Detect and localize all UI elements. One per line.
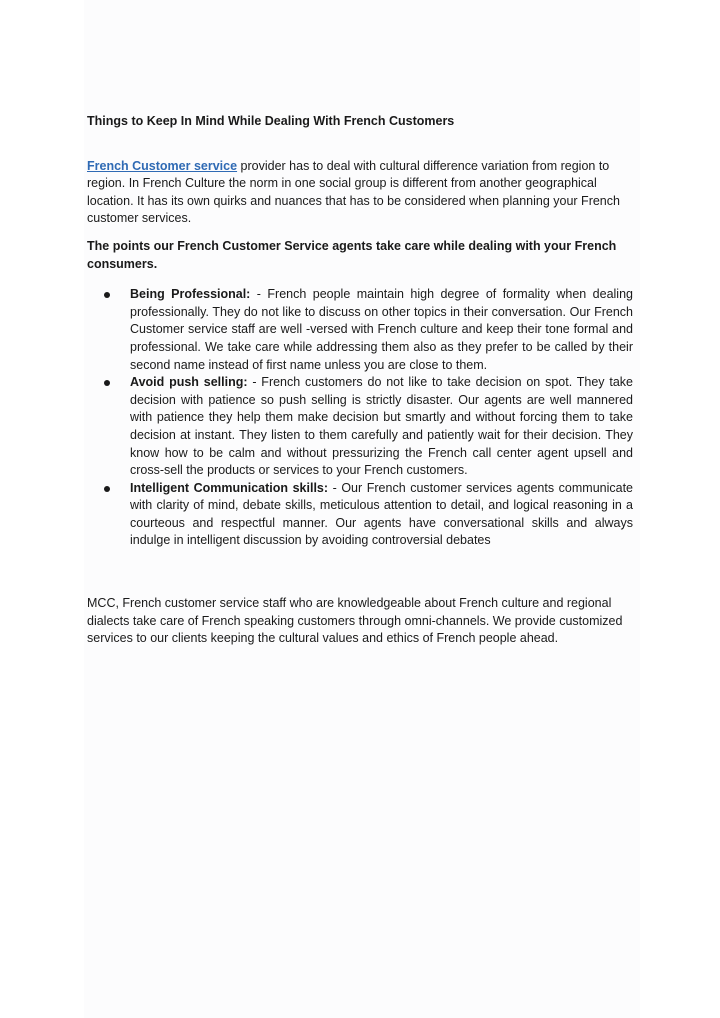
french-customer-service-link[interactable]: French Customer service: [87, 158, 238, 173]
list-item: [87, 480, 633, 550]
point-term: Avoid push selling:: [130, 375, 248, 390]
closing-paragraph: MCC, French customer service staff who are knowledgeable about French culture and regional dialects take care of French speaking customers through omni-channels. We provide customized services to our clients keeping the cultural values and ethics of French people ahead.: [87, 596, 623, 646]
list-item: [87, 286, 633, 374]
point-term: Intelligent Communication skills:: [130, 480, 329, 495]
point-term: Being Professional:: [130, 287, 251, 302]
bullet-icon: [104, 292, 110, 298]
bullet-icon: [104, 380, 110, 386]
intro-text: provider has to deal with cultural difference variation from region to region. In French Culture the norm in one social group is different from another geographical location. It has its own quirks and nuances that has to be considered when planning your French customer services.: [87, 158, 620, 226]
point-text: - French customers do not like to take decision on spot. They take decision with patience so push selling is strictly disaster. Our agents are well mannered with patience they help them make decision but smartly and without forcing them to take decision at instant. They listen to them carefully and patiently wait for their decision. They know how to be calm and without pressurizing the French call center agent upsell and cross-sell the products or services to your French customers.: [130, 375, 633, 478]
list-item: [87, 374, 633, 480]
document-body: [87, 113, 633, 648]
bullet-icon: [104, 486, 110, 492]
intro-paragraph: [87, 158, 633, 228]
point-text: - French people maintain high degree of formality when dealing professionally. They do not like to discuss on other topics in their conversation. Our French Customer service staff are well -versed with French culture and keep their tone formal and professional. We take care while addressing them also as they prefer to be called by their second name instead of first name unless you are close to them.: [130, 287, 633, 372]
points-heading: The points our French Customer Service agents take care while dealing with your French consumers.: [87, 238, 617, 271]
point-text: - Our French customer services agents communicate with clarity of mind, debate skills, meticulous attention to detail, and logical reasoning in a courteous and respectful manner. Our agents have conversational skills and always indulge in intelligent discussion by avoiding controversial debates: [130, 480, 634, 548]
document-title: Things to Keep In Mind While Dealing With French Customers: [87, 114, 455, 128]
points-list: [87, 286, 633, 550]
